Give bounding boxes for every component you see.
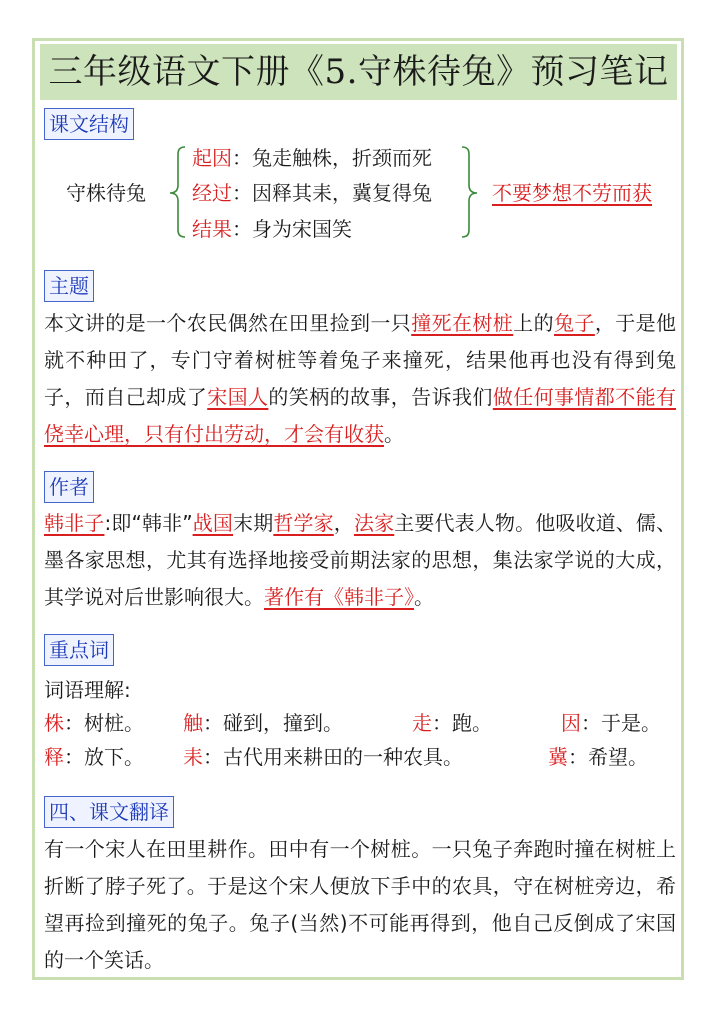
author-keyword: 战国 xyxy=(192,511,234,535)
right-brace xyxy=(462,147,477,237)
theme-keyword: 做任何事情都不能有侥幸心理，只有付出劳动，才会有收获 xyxy=(44,385,677,446)
author-text: :即“韩非” xyxy=(104,511,193,535)
vocab-item xyxy=(44,710,144,736)
structure-label: 结果 xyxy=(192,217,232,241)
structure-conclusion: 不要梦想不劳而获 xyxy=(492,181,652,205)
vocab-char: 释 xyxy=(44,745,64,769)
vocab-meaning: ：跑。 xyxy=(432,711,492,735)
vocab-char: 耒 xyxy=(183,745,203,769)
author-keyword: 著作有《韩非子》 xyxy=(264,585,414,609)
structure-label: 起因 xyxy=(192,146,232,170)
structure-text: 身为宋国笑 xyxy=(252,217,352,241)
translation-paragraph: 有一个宋人在田里耕作。田中有一个树桩。一只兔子奔跑时撞在树桩上折断了脖子死了。于是这个宋人便放下手中的农具，守在树桩旁边，希望再捡到撞死的兔子。兔子(当然)不可能再得到，他自己反倒成了宋国的一个笑话。 xyxy=(44,837,676,972)
author-keyword: 哲学家 xyxy=(273,511,334,535)
left-brace xyxy=(170,147,185,237)
vocab-char: 冀 xyxy=(548,745,568,769)
structure-text: 因释其耒，冀复得兔 xyxy=(252,181,432,205)
section-heading-vocab: 重点词 xyxy=(44,634,114,666)
vocab-meaning: ：于是。 xyxy=(581,711,661,735)
vocab-meaning: ：希望。 xyxy=(568,745,648,769)
section-heading-author: 作者 xyxy=(44,471,94,503)
structure-text: 兔走触株，折颈而死 xyxy=(252,146,432,170)
author-text: 。 xyxy=(414,585,434,609)
structure-item-cause xyxy=(192,145,432,171)
structure-item-result xyxy=(192,216,352,242)
structure-label: 经过 xyxy=(192,181,232,205)
theme-keyword: 撞死在树桩 xyxy=(411,311,514,335)
vocab-item xyxy=(412,710,492,736)
section-heading-translation: 四、课文翻译 xyxy=(44,796,174,828)
theme-keyword: 兔子 xyxy=(554,311,595,335)
vocab-meaning: ：放下。 xyxy=(64,745,144,769)
author-text: 主要代表人物。他吸收道、儒、墨各家思想，尤其有选择地接受前期法家的思想，集法家学说的大成，其学说对后世影响很大。 xyxy=(44,511,677,609)
vocab-meaning: ：树桩。 xyxy=(64,711,144,735)
author-text: ， xyxy=(333,511,354,535)
section-heading-structure: 课文结构 xyxy=(44,108,134,140)
structure-sep: ： xyxy=(232,217,252,241)
vocab-char: 因 xyxy=(561,711,581,735)
theme-text: 本文讲的是一个农民偶然在田里捡到一只 xyxy=(44,311,412,335)
structure-sep: ： xyxy=(232,146,252,170)
structure-sep: ： xyxy=(232,181,252,205)
structure-brackets xyxy=(0,0,719,260)
vocab-item xyxy=(183,744,463,770)
section-heading-theme: 主题 xyxy=(44,270,94,302)
vocab-meaning: ：古代用来耕田的一种农具。 xyxy=(203,745,463,769)
theme-text: 的笑柄的故事，告诉我们 xyxy=(268,385,493,409)
vocab-item xyxy=(561,710,661,736)
structure-root: 守株待兔 xyxy=(66,181,146,205)
page-title: 三年级语文下册《5.守株待兔》预习笔记 xyxy=(40,44,677,100)
vocab-item xyxy=(183,710,343,736)
author-text: 末期 xyxy=(233,511,274,535)
theme-text: 上的 xyxy=(513,311,555,335)
theme-text: ，于是他就不种田了，专门守着树桩等着兔子来撞死，结果他再也没有得到兔子，而自己却成了 xyxy=(44,311,677,409)
author-paragraph xyxy=(44,505,676,616)
theme-paragraph xyxy=(44,305,676,453)
theme-keyword: 宋国人 xyxy=(207,385,269,409)
vocab-item xyxy=(548,744,648,770)
vocab-meaning: ：碰到，撞到。 xyxy=(203,711,343,735)
author-keyword: 韩非子 xyxy=(44,511,105,535)
author-keyword: 法家 xyxy=(353,511,395,535)
vocab-char: 触 xyxy=(183,711,203,735)
theme-text: 。 xyxy=(384,422,404,446)
vocab-char: 株 xyxy=(44,711,64,735)
vocab-item xyxy=(44,744,144,770)
vocab-subheading: 词语理解: xyxy=(44,678,131,702)
vocab-char: 走 xyxy=(412,711,432,735)
structure-item-process xyxy=(192,180,432,206)
